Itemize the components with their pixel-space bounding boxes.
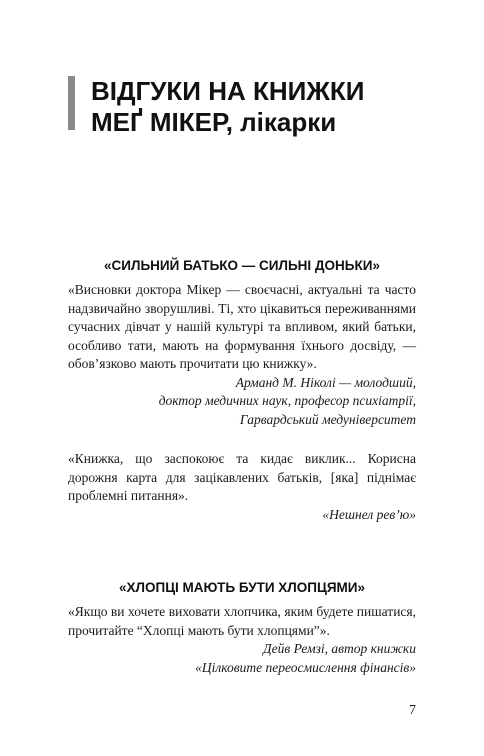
attribution-line: «Нешнел рев’ю» — [322, 506, 416, 522]
section-strong-fathers — [68, 258, 416, 524]
review-attribution — [68, 506, 416, 525]
review-quote: «Висновки доктора Мікер — своєчасні, актуальні та часто надзвичайно зворушливі. Ті, хто цікавиться переживаннями сучасних дівчат у нашій культурі та впливом, який батьки, особливо тати, мають на формування їхнього досвіду, — обов’язково мають прочитати цю книжку». — [68, 282, 416, 371]
section-heading: «СИЛЬНИЙ БАТЬКО — СИЛЬНІ ДОНЬКИ» — [104, 258, 380, 273]
page-header — [68, 76, 458, 138]
attribution-line: «Цілковите переосмислення фінансів» — [195, 659, 416, 675]
page-title — [91, 76, 458, 138]
attribution-line: Гарвардський медуніверситет — [239, 411, 416, 427]
review-attribution — [68, 640, 416, 677]
attribution-line: доктор медичних наук, професор психіатрії, — [158, 393, 416, 408]
review-attribution — [68, 374, 416, 430]
section-heading: «ХЛОПЦІ МАЮТЬ БУТИ ХЛОПЦЯМИ» — [119, 580, 365, 595]
attribution-line: Дейв Ремзі, автор книжки — [263, 641, 416, 656]
review-quote: «Якщо ви хочете виховати хлопчика, яким будете пишатися, прочитайте “Хлопці мають бути хлопцями”». — [68, 604, 416, 638]
review-quote: «Книжка, що заспокоює та кидає виклик... Корисна дорожня карта для зацікавлених батьків, [яка] піднімає проблемні питання». — [68, 451, 416, 503]
page-title-line-1: ВІДГУКИ НА КНИЖКИ — [91, 76, 365, 106]
page-number: 7 — [409, 703, 416, 718]
attribution-line: Арманд М. Ніколі — молодший, — [235, 374, 416, 390]
spacer — [68, 429, 416, 450]
page-title-line-2: МЕҐ МІКЕР, лікарки — [91, 107, 337, 137]
section-boys-should-be-boys — [68, 580, 416, 677]
header-accent-bar — [68, 76, 75, 130]
